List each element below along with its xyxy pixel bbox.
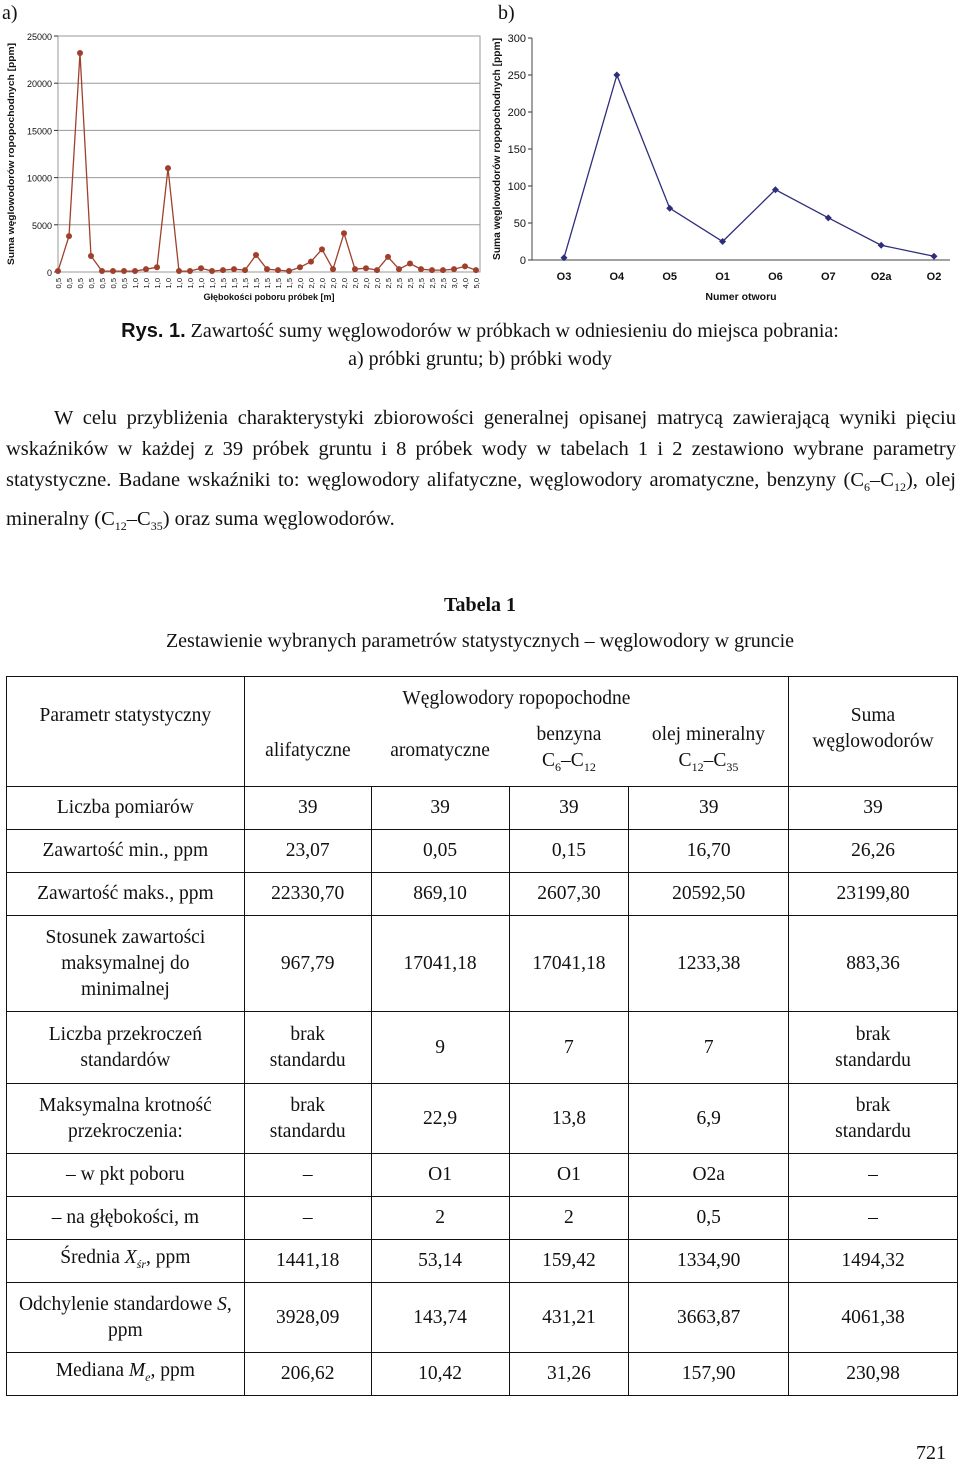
row-label: Liczba przekroczeń standardów: [7, 1012, 245, 1084]
x-tick-label: 0,5: [120, 278, 129, 289]
y-tick-label: 0: [46, 268, 52, 278]
cell: 2: [371, 1197, 509, 1240]
cell: 157,90: [629, 1353, 789, 1396]
cell: 23199,80: [789, 873, 958, 916]
x-tick-label: 0,5: [54, 278, 63, 289]
stats-table: [6, 676, 958, 1396]
table-row: [7, 830, 958, 873]
x-tick-label: 1,0: [142, 278, 151, 289]
para-mid-1: –C: [870, 469, 894, 492]
row-label-sub: śr: [136, 1256, 147, 1271]
data-point: [176, 268, 182, 274]
row-label: [7, 1240, 245, 1283]
data-point: [264, 266, 270, 272]
para-sub-3: 12: [114, 518, 127, 533]
cell: 3928,09: [244, 1283, 371, 1353]
para-mid-2: ), olej mineralny (C: [6, 469, 956, 530]
x-tick-label: 1,0: [131, 278, 140, 289]
row-label-tail: , ppm: [108, 1293, 232, 1341]
y-tick-label: 10000: [26, 173, 52, 184]
row-label-tail: , ppm: [146, 1247, 191, 1269]
caption-line1: Zawartość sumy węglowodorów w próbkach w odniesieniu do miejsca pobrania:: [190, 320, 839, 342]
table-row: [7, 787, 958, 830]
table-row: [7, 916, 958, 1012]
x-tick-label: 2,0: [329, 278, 338, 289]
page-number: 721: [916, 1442, 946, 1464]
table-row: [7, 1283, 958, 1353]
y-tick-label: 200: [507, 107, 526, 119]
cell: 13,8: [509, 1084, 629, 1154]
cell: brak standardu: [244, 1084, 371, 1154]
row-label: – w pkt poboru: [7, 1154, 245, 1197]
header-olej: [629, 717, 789, 787]
x-tick-label: 1,0: [208, 278, 217, 289]
data-point: [297, 264, 303, 270]
x-tick-label: 2,0: [373, 278, 382, 289]
row-label: – na głębokości, m: [7, 1197, 245, 1240]
table-row: [7, 1084, 958, 1154]
cell: 206,62: [244, 1353, 371, 1396]
header-benz-label: benzyna: [536, 724, 602, 746]
x-tick-label: 2,5: [384, 278, 393, 289]
table-row: [7, 1012, 958, 1084]
cell: 39: [244, 787, 371, 830]
data-point: [440, 267, 446, 273]
data-point: [341, 230, 347, 236]
cell: 20592,50: [629, 873, 789, 916]
cell: O2a: [629, 1154, 789, 1197]
cell: 3663,87: [629, 1283, 789, 1353]
cell: 31,26: [509, 1353, 629, 1396]
table-title: Tabela 1: [443, 594, 517, 616]
data-point: [165, 165, 171, 171]
table-header-row-1: [7, 677, 958, 717]
y-tick-label: 25000: [26, 32, 52, 42]
data-point: [132, 268, 138, 274]
header-arom: aromatyczne: [371, 717, 509, 787]
header-olej-c2: –C: [703, 750, 727, 772]
x-tick-label: 1,5: [274, 278, 283, 289]
cell: 159,42: [509, 1240, 629, 1283]
cell: 869,10: [371, 873, 509, 916]
x-tick-label: O1: [715, 271, 730, 283]
body-paragraph: [6, 403, 956, 542]
header-olej-s1: 12: [691, 760, 704, 775]
x-tick-label: 2,5: [439, 278, 448, 289]
cell: 39: [789, 787, 958, 830]
header-benz-s1: 6: [555, 760, 562, 775]
para-text-2: ) oraz suma węglowodorów.: [162, 507, 395, 530]
y-tick-label: 20000: [26, 79, 52, 90]
x-tick-label: O2a: [870, 271, 892, 283]
table-row: [7, 1240, 958, 1283]
x-tick-label: O4: [609, 271, 625, 283]
x-tick-label: 1,0: [153, 278, 162, 289]
cell: 39: [629, 787, 789, 830]
cell: 0,05: [371, 830, 509, 873]
cell: 230,98: [789, 1353, 958, 1396]
cell: 0,15: [509, 830, 629, 873]
figure-label: Rys. 1.: [121, 320, 186, 342]
cell: 4061,38: [789, 1283, 958, 1353]
cell: 9: [371, 1012, 509, 1084]
cell: 22,9: [371, 1084, 509, 1154]
data-point: [429, 267, 435, 273]
x-tick-label: 1,5: [252, 278, 261, 289]
header-benz-c2: –C: [561, 750, 584, 772]
x-tick-label: 0,5: [98, 278, 107, 289]
cell: 26,26: [789, 830, 958, 873]
data-point: [242, 267, 248, 273]
x-tick-label: 2,0: [340, 278, 349, 289]
cell: 1494,32: [789, 1240, 958, 1283]
x-tick-label: 4,0: [461, 278, 470, 289]
data-point: [878, 242, 885, 249]
para-sub-1: 6: [864, 480, 871, 495]
row-label-sub: e: [145, 1369, 151, 1384]
row-label: Maksymalna krotność przekroczenia:: [7, 1084, 245, 1154]
data-point: [407, 261, 413, 267]
header-benz-c1: C: [542, 750, 556, 772]
cell: 0,5: [629, 1197, 789, 1240]
data-point: [613, 72, 620, 79]
chart-b-water: [490, 20, 960, 310]
x-tick-label: 0,5: [109, 278, 118, 289]
x-tick-label: 1,0: [164, 278, 173, 289]
cell: 17041,18: [509, 916, 629, 1012]
cell: 23,07: [244, 830, 371, 873]
x-tick-label: O6: [768, 271, 783, 283]
row-label-main: Mediana: [55, 1360, 129, 1382]
header-group: Węglowodory ropopochodne: [244, 677, 788, 717]
table-row: [7, 1154, 958, 1197]
x-tick-label: 0,5: [76, 278, 85, 289]
cell: 39: [509, 787, 629, 830]
row-label: [7, 1353, 245, 1396]
data-point: [154, 264, 160, 270]
data-point: [418, 266, 424, 272]
panel-label-a: a): [2, 2, 18, 24]
header-benz-s2: 12: [583, 760, 596, 775]
cell: 16,70: [629, 830, 789, 873]
data-point: [385, 254, 391, 260]
y-tick-label: 100: [507, 181, 526, 193]
x-tick-label: 1,0: [197, 278, 206, 289]
x-tick-label: 1,5: [230, 278, 239, 289]
x-axis-label: Głębokości poboru próbek [m]: [203, 292, 335, 302]
data-point: [88, 253, 94, 259]
data-point: [209, 268, 215, 274]
x-tick-label: 1,5: [263, 278, 272, 289]
x-tick-label: 2,5: [395, 278, 404, 289]
y-axis-label: Suma węglowodorów ropopochodnych [ppm]: [6, 69, 16, 265]
data-point: [286, 268, 292, 274]
row-label-tail: , ppm: [150, 1360, 195, 1382]
table-row: [7, 1197, 958, 1240]
x-tick-label: 1,0: [186, 278, 195, 289]
cell: 17041,18: [371, 916, 509, 1012]
x-tick-label: O5: [662, 271, 678, 283]
row-label-main: Średnia: [60, 1247, 125, 1269]
y-tick-label: 15000: [26, 126, 52, 137]
data-point: [55, 268, 61, 274]
row-label-main: Odchylenie standardowe: [18, 1293, 218, 1315]
row-label-var: S: [217, 1293, 227, 1315]
x-tick-label: 2,0: [296, 278, 305, 289]
para-mid-3: –C: [126, 507, 151, 530]
caption-line2: a) próbki gruntu; b) próbki wody: [348, 348, 612, 370]
cell: 1233,38: [629, 916, 789, 1012]
cell: 6,9: [629, 1084, 789, 1154]
y-tick-label: 5000: [31, 220, 52, 231]
x-tick-label: 1,5: [285, 278, 294, 289]
cell: –: [789, 1154, 958, 1197]
y-axis-label: Suma węglowodorów ropopochodnych [ppm]: [491, 31, 503, 260]
data-point: [121, 268, 127, 274]
x-tick-label: O3: [556, 271, 572, 283]
data-point: [231, 266, 237, 272]
row-label: Zawartość maks., ppm: [7, 873, 245, 916]
header-alif: alifatyczne: [244, 717, 371, 787]
data-point: [275, 267, 281, 273]
x-tick-label: O7: [820, 271, 836, 283]
x-tick-label: 2,5: [428, 278, 437, 289]
table-row: [7, 1353, 958, 1396]
cell: 53,14: [371, 1240, 509, 1283]
x-tick-label: 1,0: [175, 278, 184, 289]
y-tick-label: 0: [519, 255, 526, 267]
header-olej-s2: 35: [726, 760, 739, 775]
header-benz: [509, 717, 629, 787]
data-point: [931, 253, 938, 260]
x-tick-label: 1,5: [241, 278, 250, 289]
cell: 7: [509, 1012, 629, 1084]
y-tick-label: 250: [507, 70, 526, 82]
cell: 22330,70: [244, 873, 371, 916]
x-tick-label: 5,0: [472, 278, 481, 289]
cell: 1334,90: [629, 1240, 789, 1283]
x-tick-label: 2,5: [406, 278, 415, 289]
data-point: [143, 266, 149, 272]
row-label: Stosunek zawartości maksymalnej do minimalnej: [7, 916, 245, 1012]
x-tick-label: 0,5: [65, 278, 74, 289]
row-label: Zawartość min., ppm: [7, 830, 245, 873]
data-point: [473, 267, 479, 273]
data-point: [825, 214, 832, 221]
row-label: Liczba pomiarów: [7, 787, 245, 830]
data-point: [66, 233, 72, 239]
para-sub-4: 35: [150, 518, 163, 533]
cell: –: [789, 1197, 958, 1240]
cell: brak standardu: [789, 1012, 958, 1084]
cell: 967,79: [244, 916, 371, 1012]
data-point: [666, 205, 673, 212]
row-label-var: M: [128, 1360, 146, 1382]
data-point: [352, 266, 358, 272]
cell: 7: [629, 1012, 789, 1084]
panel-label-b: b): [498, 2, 515, 24]
x-tick-label: 2,0: [318, 278, 327, 289]
x-tick-label: 0,5: [87, 278, 96, 289]
plot-frame: [58, 36, 480, 272]
data-point: [253, 252, 259, 258]
cell: 39: [371, 787, 509, 830]
cell: 1441,18: [244, 1240, 371, 1283]
chart-a-soil: [0, 20, 490, 310]
x-tick-label: 2,0: [307, 278, 316, 289]
x-tick-label: 2,0: [362, 278, 371, 289]
series-line: [58, 53, 476, 271]
header-olej-c1: C: [678, 750, 692, 772]
cell: –: [244, 1197, 371, 1240]
y-tick-label: 300: [507, 33, 526, 45]
row-label-var: X: [124, 1247, 137, 1269]
data-point: [396, 266, 402, 272]
data-point: [77, 50, 83, 56]
cell: O1: [509, 1154, 629, 1197]
y-tick-label: 50: [513, 218, 526, 230]
para-sub-2: 12: [893, 480, 906, 495]
cell: 2607,30: [509, 873, 629, 916]
cell: 10,42: [371, 1353, 509, 1396]
data-point: [220, 267, 226, 273]
data-point: [319, 246, 325, 252]
data-point: [308, 259, 314, 265]
cell: brak standardu: [244, 1012, 371, 1084]
y-tick-label: 150: [507, 144, 526, 156]
cell: 883,36: [789, 916, 958, 1012]
data-point: [451, 266, 457, 272]
row-label: [7, 1283, 245, 1353]
cell: 2: [509, 1197, 629, 1240]
x-tick-label: O2: [926, 271, 942, 283]
cell: –: [244, 1154, 371, 1197]
x-axis-label: Numer otworu: [705, 291, 777, 303]
para-text-1: W celu przybliżenia charakterystyki zbiorowości generalnej opisanej matrycą zawierającą wyniki pięciu wskaźników w każdej z 39 próbek gruntu i 8 próbek wody w tabelach 1 i 2 zestawiono wybrane parametry statystyczne. Badane wskaźniki to: węglowodory alifatyczne, węglowodory aromatyczne, benzyny (C: [6, 407, 956, 492]
table-row: [7, 873, 958, 916]
x-tick-label: 2,0: [351, 278, 360, 289]
table-subtitle: Zestawienie wybranych parametrów statystycznych – węglowodory w gruncie: [165, 630, 795, 652]
series-line: [564, 75, 934, 258]
header-suma: Suma węglowodorów: [789, 677, 958, 787]
data-point: [462, 263, 468, 269]
data-point: [198, 265, 204, 271]
data-point: [363, 265, 369, 271]
cell: 143,74: [371, 1283, 509, 1353]
figure-caption: [0, 320, 960, 343]
data-point: [330, 266, 336, 272]
data-point: [374, 267, 380, 273]
data-point: [99, 268, 105, 274]
data-point: [110, 268, 116, 274]
x-tick-label: 3,0: [450, 278, 459, 289]
x-tick-label: 1,5: [219, 278, 228, 289]
header-olej-label: olej mineralny: [651, 724, 766, 746]
cell: brak standardu: [789, 1084, 958, 1154]
x-tick-label: 2,5: [417, 278, 426, 289]
header-param: Parametr statystyczny: [7, 677, 245, 787]
cell: 431,21: [509, 1283, 629, 1353]
data-point: [187, 268, 193, 274]
cell: O1: [371, 1154, 509, 1197]
